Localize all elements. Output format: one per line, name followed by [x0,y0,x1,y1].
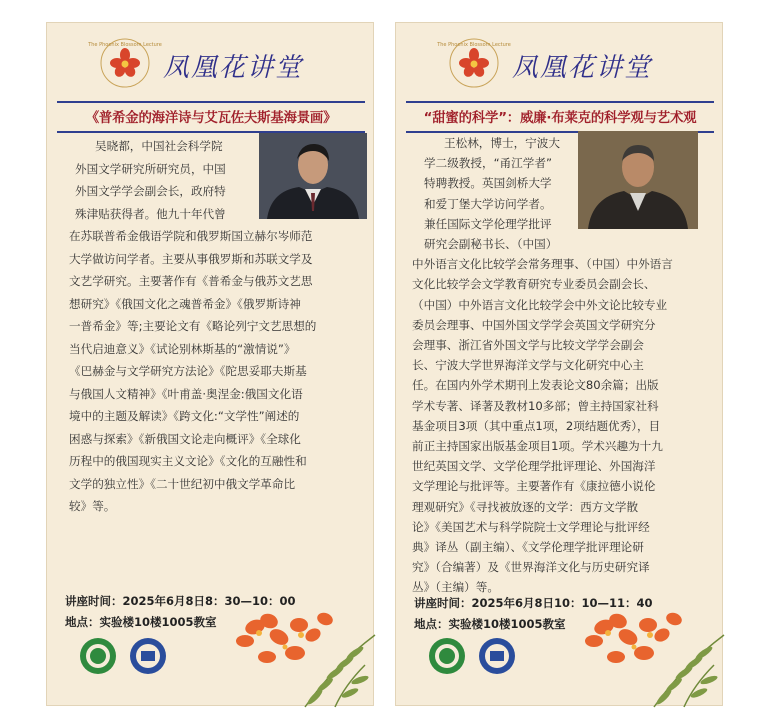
bio-line: 在苏联普希金俄语学院和俄罗斯国立赫尔岑师范 [69,229,313,243]
bio-line: 特聘教授。英国剑桥大学 [424,176,552,191]
bio-line: 究》（合编著）及《世界海洋文化与历史研究译 [412,560,650,575]
bio-line: 当代启迪意义》《试论别林斯基的“激情说”》 [69,341,296,356]
university-emblem-icon [428,637,466,675]
bio-line: 外国文学学会副会长，政府特 [75,184,226,198]
title-bar [57,101,365,133]
lecture-place: 地点：实验楼10楼1005教室 [65,615,217,629]
bio-line: 丛》（主编）等。 [412,580,499,595]
phoenix-blossom-logo [437,37,511,89]
lecture-title: “甜蜜的科学”：威廉·布莱克的科学观与艺术观 [423,111,697,126]
bio-line: 文学的独立性》《二十世纪初中俄文学革命比 [69,476,296,491]
bio-line: 研究会副秘书长、（中国） [424,237,558,252]
speaker-bio [69,135,369,518]
school-emblem-icon [478,637,516,675]
bio-line: 想研究》《俄国文化之魂普希金》《俄罗斯诗神 [69,296,301,311]
lecture-time: 讲座时间：2025年6月8日10：10—11：40 [414,596,653,610]
bio-line: 困惑与探索》《新俄国文论走向概评》《全球化 [69,431,301,446]
bio-line: （中国）中外语言文化比较学会中外文论比较专业 [412,297,668,312]
bio-line: 典》译丛（副主编）、《文学伦理学批评理论研 [412,540,644,555]
speaker-bio [412,133,714,598]
bio-line: 大学做访问学者。主要从事俄罗斯和苏联文学及 [69,251,313,266]
bio-line: 文化比较学会文学教育研究专业委员会副会长、 [412,277,656,292]
bio-line: 和爱丁堡大学访问学者。 [424,196,552,211]
bio-line: 历程中的俄国现实主义文论》《文化的互融性和 [69,454,307,468]
bio-line: 中外语言文化比较学会常务理事、（中国）中外语言 [412,257,673,272]
bio-line: 兼任国际文学伦理学批评 [424,216,552,231]
lecture-place: 地点：实验楼10楼1005教室 [414,617,566,631]
poster-left [46,22,374,706]
bio-line: 王松林，博士，宁波大 [444,136,560,150]
brand-name: 凤凰花讲堂 [163,53,304,83]
phoenix-flower-illustration [215,605,375,707]
phoenix-blossom-logo [88,37,162,89]
bio-line: 外国文学研究所研究员，中国 [75,161,226,176]
title-bar [406,101,714,133]
bio-line: 文学理论与批评等。主要著作有《康拉德小说伦 [412,479,656,494]
lecture-time: 讲座时间：2025年6月8日8：30—10：00 [65,594,296,608]
bio-line: 会理事、浙江省外国文学与比较文学学会副会 [412,338,644,353]
bio-line: 理观研究》《寻找被放逐的文学：西方文学散 [412,499,639,514]
bio-line: 学术专著、译著及教材10多部；曾主持国家社科 [412,398,659,413]
bio-line: 殊津贴获得者。他九十年代曾 [75,206,226,221]
lecture-title: 《普希金的海洋诗与艾瓦佐夫斯基海景画》 [85,111,337,126]
bio-line: 世纪英国文学、文学伦理学批评理论、外国海洋 [412,459,656,474]
logo-text: The Phoenix Blossom Lecture [437,42,511,48]
bio-line: 较》等。 [69,499,116,513]
brand-name: 凤凰花讲堂 [512,53,653,83]
bio-line: 论》《美国艺术与科学院院士文学理论与批评经 [412,519,650,534]
bio-line: 基金项目3项（其中重点1项，2项结题优秀），目 [412,418,661,433]
bio-line: 任。在国内外学术期刊上发表论文80余篇；出版 [412,378,659,393]
bio-line: 境中的主题及解读》《跨文化:“文学性”阐述的 [69,409,300,423]
bio-line: 学二级教授，“甬江学者” [424,156,552,171]
bio-line: 吴晓都，中国社会科学院 [95,139,223,153]
phoenix-flower-illustration [564,605,724,707]
bio-line: 与俄国人文精神》《叶甫盖·奥涅金:俄国文化语 [69,386,303,401]
bio-line: 文艺学研究。主要著作有《普希金与俄苏文艺思 [69,274,313,288]
bio-line: 长、宁波大学世界海洋文学与文化研究中心主 [412,358,644,373]
logo-text: The Phoenix Blossom Lecture [88,42,162,48]
poster-right [395,22,723,706]
university-emblem-icon [79,637,117,675]
bio-line: 一普希金》等;主要论文有《略论列宁文艺思想的 [69,319,317,333]
school-emblem-icon [129,637,167,675]
bio-line: 《巴赫金与文学研究方法论》《陀思妥耶夫斯基 [69,364,307,378]
bio-line: 委员会理事、中国外国文学学会英国文学研究分 [412,317,656,332]
bio-line: 前正主持国家出版基金项目1项。学术兴趣为十九 [412,439,663,454]
